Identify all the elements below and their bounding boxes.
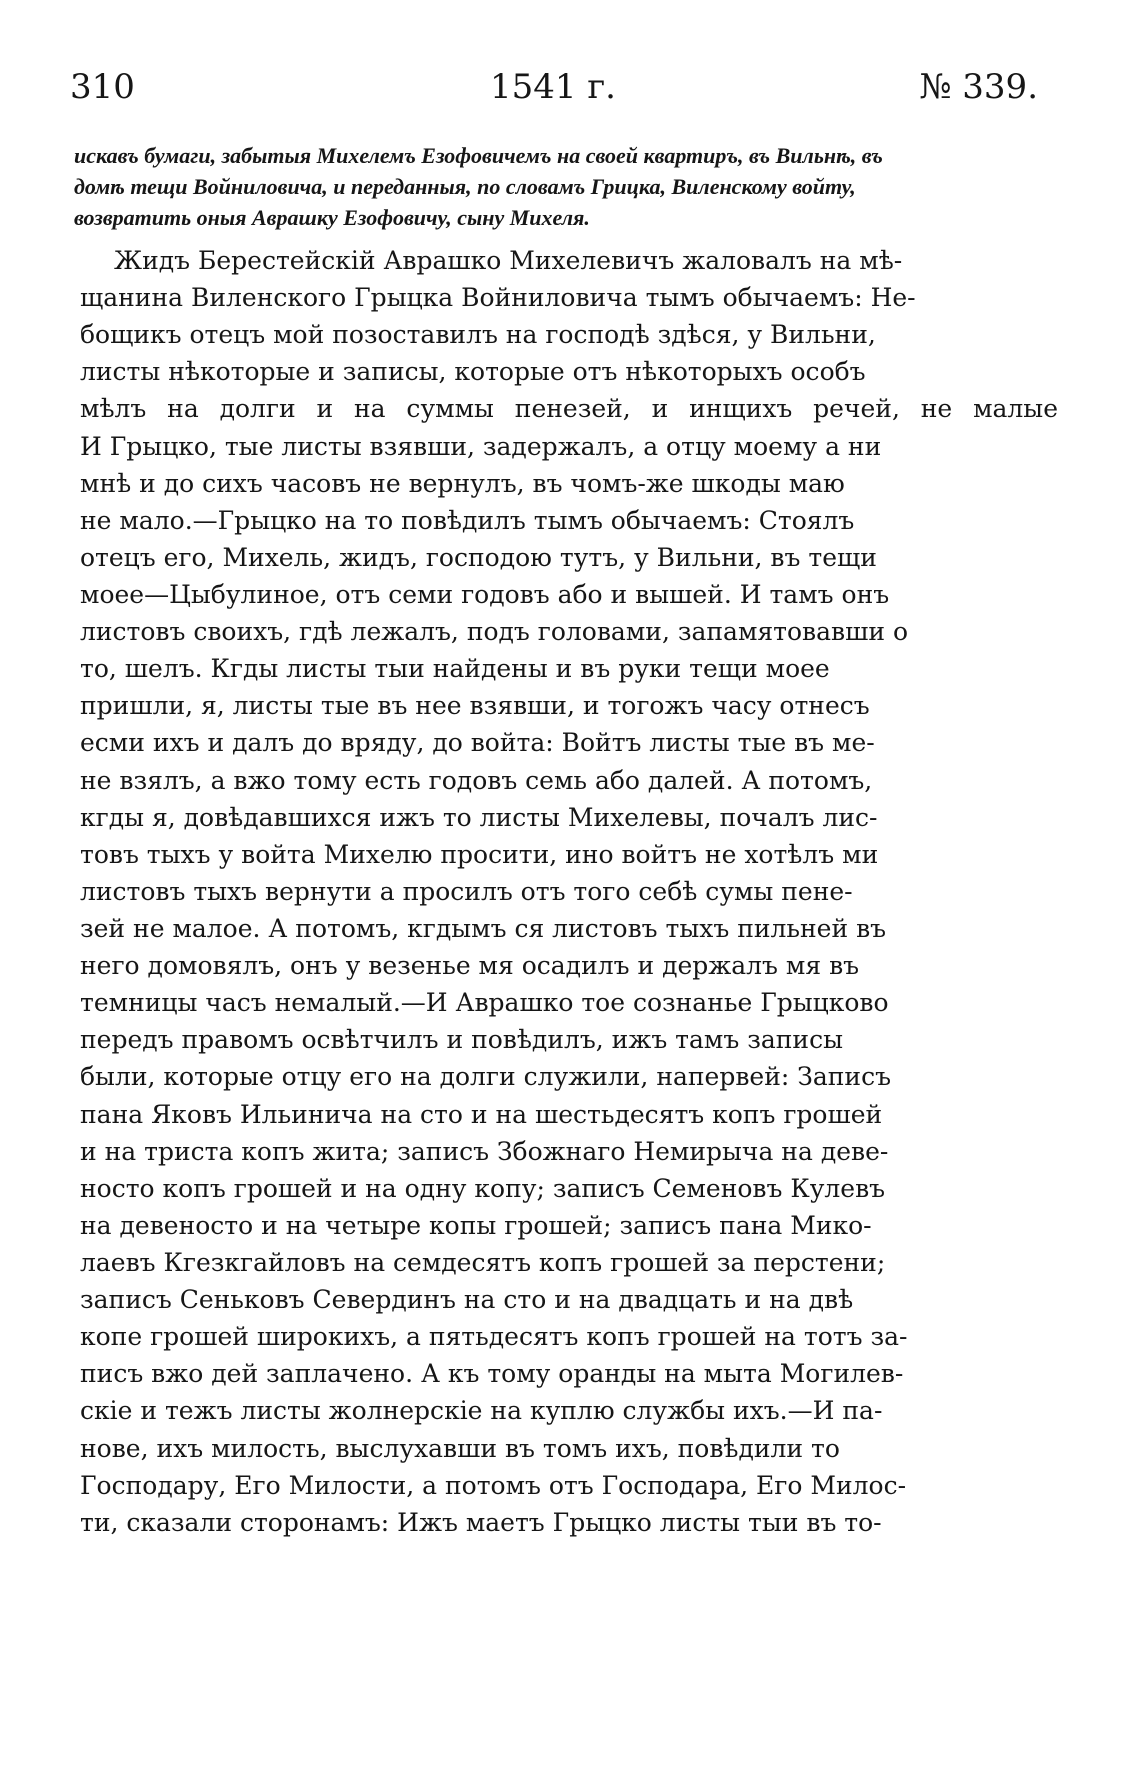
body-line: мнѣ и до сихъ часовъ не вернулъ, въ чомъ-же шкоды маю [80, 468, 845, 498]
document-number: № 339. [919, 67, 1038, 107]
body-line: зей не малое. А потомъ, кгдымъ ся листовъ тыхъ пильней въ [80, 913, 887, 943]
body-line: товъ тыхъ у войта Михелю просити, ино войтъ не хотѣлъ ми [80, 839, 879, 869]
body-line: мѣлъ на долги и на суммы пенезей, и инщихъ речей, не малые [80, 394, 1058, 424]
body-line: него домовялъ, онъ у везенье мя осадилъ и держалъ мя въ [80, 951, 860, 981]
body-line: ти, сказали сторонамъ: Ижъ маетъ Грыцко листы тыи въ то- [80, 1507, 882, 1537]
body-line: на девеносто и на четыре копы грошей; записъ пана Мико- [80, 1210, 872, 1240]
summary-line: возвратить оныя Аврашку Езофовичу, сыну Михеля. [74, 205, 590, 230]
body-line: носто копъ грошей и на одну копу; записъ Семеновъ Кулевъ [80, 1173, 886, 1203]
body-line: то, шелъ. Кгды листы тыи найдены и въ руки тещи моее [80, 654, 830, 684]
body-line: бощикъ отецъ мой позоставилъ на господѣ здѣся, у Вильни, [80, 320, 876, 350]
body-line: были, которые отцу его на долги служили, напервей: Записъ [80, 1062, 891, 1092]
body-line: есми ихъ и далъ до вряду, до войта: Войтъ листы тые въ ме- [80, 728, 875, 758]
document-year: 1541 г. [490, 67, 616, 107]
running-head [70, 62, 1038, 112]
summary-line: искавъ бумаги, забытыя Михелемъ Езофовичемъ на своей квартиръ, въ Вильнѣ, въ [74, 143, 883, 168]
body-line: листовъ тыхъ вернути а просилъ отъ того себѣ сумы пене- [80, 876, 853, 906]
body-line: и на триста копъ жита; записъ Збожнаго Немирыча на деве- [80, 1136, 889, 1166]
body-line: не взялъ, а вжо тому есть годовъ семь або далей. А потомъ, [80, 765, 873, 795]
body-line: кгды я, довѣдавшихся ижъ то листы Михелевы, почалъ лис- [80, 802, 878, 832]
body-line: листы нѣкоторые и записы, которые отъ нѣкоторыхъ особъ [80, 357, 866, 387]
body-line: И Грыцко, тые листы взявши, задержалъ, а отцу моему а ни [80, 431, 882, 461]
summary-line: домѣ тещи Войниловича, и переданныя, по словамъ Грицка, Виленскому войту, [74, 174, 856, 199]
body-line: не мало.—Грыцко на то повѣдилъ тымъ обычаемъ: Стоялъ [80, 505, 855, 535]
body-line: писъ вжо дей заплачено. А къ тому оранды на мыта Могилев- [80, 1359, 904, 1389]
body-line: копе грошей широкихъ, а пятьдесятъ копъ грошей на тотъ за- [80, 1322, 908, 1352]
body-line: записъ Сеньковъ Севердинъ на сто и на двадцать и на двѣ [80, 1285, 854, 1315]
document-body [80, 242, 1058, 1541]
body-line: пришли, я, листы тые въ нее взявши, и тогожъ часу отнесъ [80, 691, 870, 721]
page-number: 310 [70, 67, 135, 107]
body-line: листовъ своихъ, гдѣ лежалъ, подъ головами, запамятовавши о [80, 617, 909, 647]
body-line: отецъ его, Михель, жидъ, господою тутъ, у Вильни, въ тещи [80, 542, 877, 572]
document-summary [74, 140, 1058, 233]
body-line: лаевъ Кгезкгайловъ на семдесятъ копъ грошей за перстени; [80, 1247, 886, 1277]
body-line: нове, ихъ милость, выслухавши въ томъ ихъ, повѣдили то [80, 1433, 840, 1463]
body-line: моее—Цыбулиное, отъ семи годовъ або и вышей. И тамъ онъ [80, 579, 890, 609]
body-line: передъ правомъ освѣтчилъ и повѣдилъ, ижъ тамъ записы [80, 1025, 843, 1055]
body-line: щанина Виленского Грыцка Войниловича тымъ обычаемъ: Не- [80, 283, 916, 313]
body-line: Жидъ Берестейскій Аврашко Михелевичъ жаловалъ на мѣ- [114, 246, 903, 275]
body-line: Господару, Его Милости, а потомъ отъ Господара, Его Милос- [80, 1470, 907, 1500]
body-line: темницы часъ немалый.—И Аврашко тое сознанье Грыцково [80, 988, 889, 1018]
body-line: скіе и тежъ листы жолнерскіе на куплю службы ихъ.—И па- [80, 1396, 883, 1426]
body-line: пана Яковъ Ильинича на сто и на шестьдесятъ копъ грошей [80, 1099, 883, 1129]
